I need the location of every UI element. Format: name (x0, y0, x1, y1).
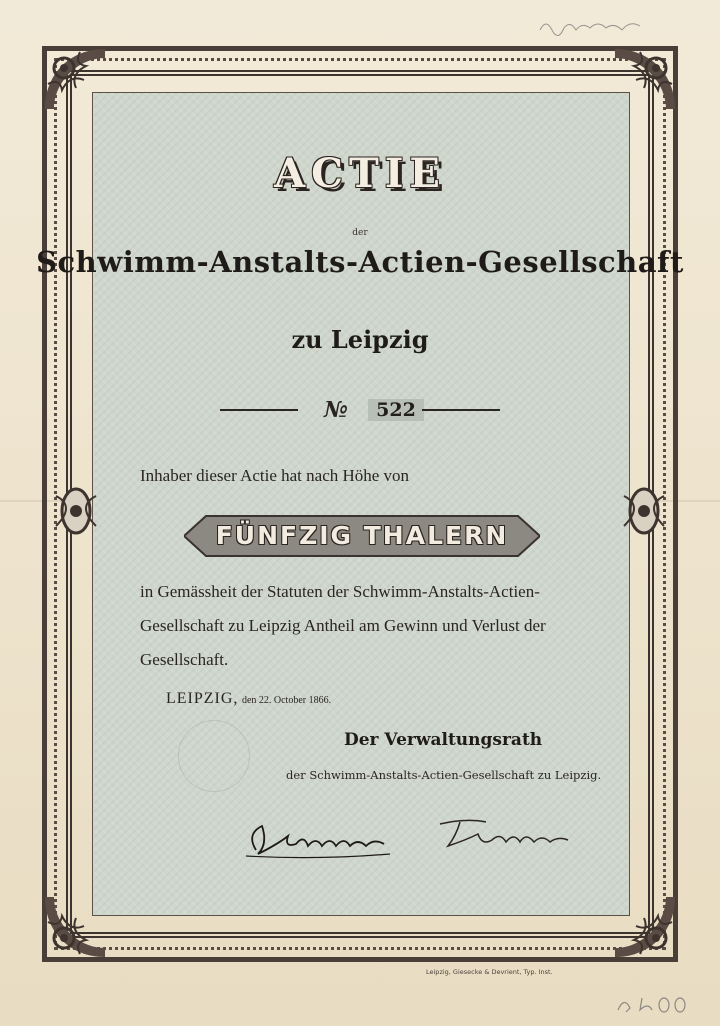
board-subtitle: der Schwimm-Anstalts-Actien-Gesellschaft zu Leipzig. (286, 768, 602, 782)
board-title: Der Verwaltungsrath (344, 730, 543, 750)
faint-stamp (178, 720, 250, 792)
corner-ornament-bottom-right (610, 892, 680, 962)
date-place: LEIPZIG, (166, 690, 239, 707)
guilloche-panel (92, 92, 630, 916)
printer-imprint: Leipzig, Giesecke & Devrient, Typ. Inst. (426, 968, 553, 976)
side-ornament-right (618, 476, 670, 546)
certificate-title: ACTIE (274, 150, 446, 197)
date-text: den 22. October 1866. (241, 695, 332, 706)
share-number: 522 (368, 399, 424, 421)
share-number-line (220, 396, 500, 424)
rule-right (422, 409, 500, 411)
side-ornament-left (50, 476, 102, 546)
corner-ornament-top-right (610, 44, 680, 114)
signature-right (426, 810, 576, 860)
company-name: Schwimm-Anstalts-Actien-Gesellschaft (36, 245, 684, 279)
corner-ornament-top-left (40, 44, 110, 114)
pencil-annotation-top (536, 12, 646, 40)
pencil-annotation-bottom (612, 988, 692, 1018)
signature-left (238, 814, 398, 864)
amount-text: FÜNFZIG THALERN (215, 521, 509, 550)
paragraph-line-1: in Gemässheit der Statuten der Schwimm-Anstalts-Actien- (140, 582, 540, 601)
holder-line: Inhaber dieser Actie hat nach Höhe von (140, 466, 410, 485)
number-sign: № (324, 397, 348, 423)
paragraph-line-2: Gesellschaft zu Leipzig Antheil am Gewinn und Verlust der (140, 616, 546, 635)
amount-banner (184, 514, 540, 558)
article-der: der (352, 228, 368, 238)
corner-ornament-bottom-left (40, 892, 110, 962)
paragraph-line-3: Gesellschaft. (140, 650, 229, 669)
rule-left (220, 409, 298, 411)
company-city: zu Leipzig (291, 325, 429, 354)
date-line (166, 690, 331, 708)
